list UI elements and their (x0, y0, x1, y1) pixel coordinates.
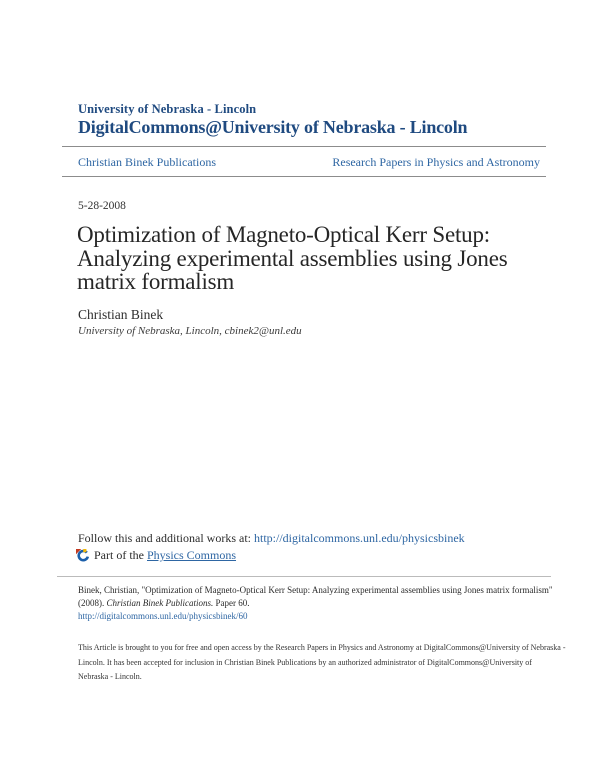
author-name: Christian Binek (78, 307, 164, 322)
article-title-line-2: Analyzing experimental assemblies using Jones (77, 245, 508, 271)
article-title (77, 223, 577, 294)
author-affiliation: University of Nebraska, Lincoln, cbinek2@unl.edu (78, 325, 302, 337)
follow-works-label: Follow this and additional works at: (78, 531, 254, 545)
collection-nav-row (78, 155, 540, 170)
copyright-line-2: Lincoln. It has been accepted for inclusion in Christian Binek Publications by an authorized administrator of DigitalCommons@University of (78, 657, 532, 667)
citation-block (78, 584, 553, 624)
citation-series-title: Christian Binek Publications. (106, 598, 214, 609)
repository-title: DigitalCommons@University of Nebraska - Lincoln (78, 117, 468, 137)
copyright-line-3: Nebraska - Lincoln. (78, 672, 142, 682)
physics-commons-link[interactable]: Physics Commons (147, 548, 237, 562)
header-divider-bottom (62, 176, 546, 177)
article-title-line-3: matrix formalism (77, 269, 235, 294)
header-divider-top (62, 146, 546, 147)
part-of-label: Part of the (94, 548, 144, 562)
publication-date: 5-28-2008 (78, 200, 126, 212)
citation-paper-number: Paper 60. (213, 598, 250, 609)
digital-commons-network-icon (76, 549, 89, 562)
series-link[interactable]: Research Papers in Physics and Astronomy (332, 155, 540, 169)
collection-link[interactable]: Christian Binek Publications (78, 155, 216, 169)
copyright-line-1: This Article is brought to you for free and open access by the Research Papers in Physics and Astronomy at DigitalCommons@University of Nebraska - (78, 643, 566, 652)
citation-line-2 (78, 597, 553, 610)
citation-year: (2008). (78, 598, 107, 609)
institution-name: University of Nebraska - Lincoln (78, 102, 257, 116)
copyright-notice (78, 641, 566, 685)
citation-line-1: Binek, Christian, "Optimization of Magneto-Optical Kerr Setup: Analyzing experimental assemblies using Jones matrix formalism" (78, 585, 553, 595)
repository-url-link[interactable]: http://digitalcommons.unl.edu/physicsbinek (254, 531, 465, 545)
citation-url-link[interactable]: http://digitalcommons.unl.edu/physicsbinek/60 (78, 611, 248, 622)
follow-works-line (78, 531, 465, 546)
part-of-line (76, 548, 236, 563)
article-title-line-1: Optimization of Magneto-Optical Kerr Setup: (77, 222, 490, 247)
citation-divider (57, 576, 551, 577)
